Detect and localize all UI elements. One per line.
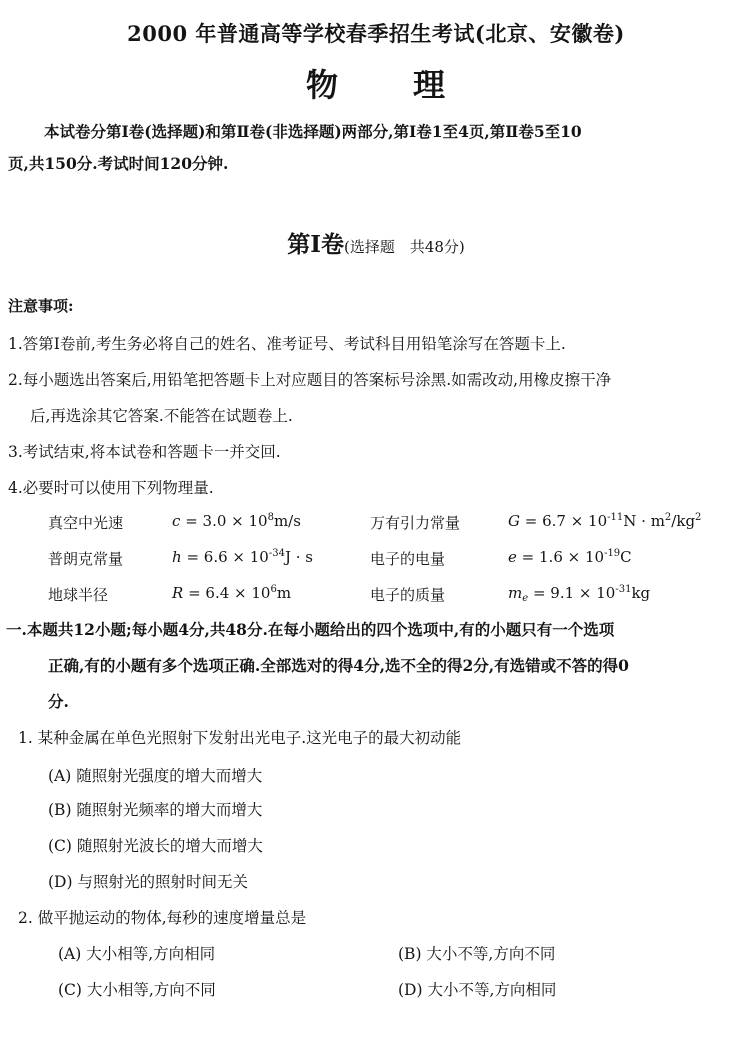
const-value-c xyxy=(172,512,301,530)
const-unit: kg xyxy=(631,584,651,602)
question-1-option-a: (A) 随照射光强度的增大而增大 xyxy=(48,767,263,785)
const-exponent: 6 xyxy=(270,584,277,595)
note-item-2-cont: 后,再选涂其它答案.不能答在试题卷上. xyxy=(30,407,293,425)
question-1-stem: 1. 某种金属在单色光照射下发射出光电子.这光电子的最大初动能 xyxy=(18,729,462,747)
notes-heading: 注意事项: xyxy=(8,297,74,315)
question-1-option-b: (B) 随照射光频率的增大而增大 xyxy=(48,801,263,819)
const-symbol: c xyxy=(172,512,181,530)
const-name-G: 万有引力常量 xyxy=(370,514,461,532)
const-exponent: -31 xyxy=(615,584,632,595)
question-1-option-c: (C) 随照射光波长的增大而增大 xyxy=(48,837,263,855)
part1-line-1: 一.本题共12小题;每小题4分,共48分.在每小题给出的四个选项中,有的小题只有一个选项 xyxy=(6,620,615,639)
const-value-e xyxy=(508,548,632,566)
const-number: = 9.1 × 10 xyxy=(532,584,616,602)
const-unit: C xyxy=(620,548,632,566)
const-value-me xyxy=(508,584,650,604)
const-number: = 1.6 × 10 xyxy=(521,548,605,566)
const-name-h: 普朗克常量 xyxy=(48,550,124,568)
subject-title xyxy=(0,60,752,106)
const-exponent: -11 xyxy=(607,512,624,523)
intro-line-2: 页,共150分.考试时间120分钟. xyxy=(8,154,229,173)
const-symbol-subscript: e xyxy=(522,593,529,604)
question-2-option-c: (C) 大小相等,方向不同 xyxy=(58,981,216,999)
const-exponent: -34 xyxy=(268,548,285,559)
part1-line-3: 分. xyxy=(48,692,69,711)
section-heading xyxy=(0,226,752,259)
exam-title: 2000 年普通高等学校春季招生考试(北京、安徽卷) xyxy=(127,21,625,46)
question-2-stem: 2. 做平抛运动的物体,每秒的速度增量总是 xyxy=(18,909,307,927)
const-unit: m/s xyxy=(273,512,301,530)
const-value-h xyxy=(172,548,313,566)
const-unit: m xyxy=(276,584,292,602)
const-unit-tail: /kg xyxy=(671,512,696,530)
question-2-option-a: (A) 大小相等,方向相同 xyxy=(58,945,216,963)
subject-char-1: 物 xyxy=(305,66,339,104)
const-symbol: h xyxy=(172,548,182,566)
const-number: = 3.0 × 10 xyxy=(185,512,268,530)
const-exponent: 8 xyxy=(267,512,274,523)
part1-line-2: 正确,有的小题有多个选项正确.全部选对的得4分,选不全的得2分,有选错或不答的得0 xyxy=(48,656,629,675)
const-unit-tail-exponent: 2 xyxy=(695,512,702,523)
note-item-2: 2.每小题选出答案后,用铅笔把答题卡上对应题目的答案标号涂黑.如需改动,用橡皮擦干净 xyxy=(8,371,612,389)
const-value-G xyxy=(508,512,701,530)
const-name-c: 真空中光速 xyxy=(48,514,124,532)
const-number: = 6.6 × 10 xyxy=(186,548,269,566)
question-2-option-d: (D) 大小不等,方向相同 xyxy=(398,981,557,999)
const-value-R xyxy=(172,584,291,602)
const-unit-exponent: 2 xyxy=(664,512,672,523)
section-subtitle: (选择题 共48分) xyxy=(343,238,465,256)
section-title: 第Ⅰ卷 xyxy=(287,231,344,258)
intro-line-1: 本试卷分第Ⅰ卷(选择题)和第Ⅱ卷(非选择题)两部分,第Ⅰ卷1至4页,第Ⅱ卷5至10 xyxy=(44,122,582,141)
const-name-R: 地球半径 xyxy=(48,586,109,604)
const-name-me: 电子的质量 xyxy=(370,586,446,604)
subject-char-2: 理 xyxy=(413,66,447,104)
const-unit: J · s xyxy=(284,548,313,566)
const-symbol: R xyxy=(172,584,184,602)
const-exponent: -19 xyxy=(604,548,621,559)
const-symbol: G xyxy=(508,512,520,530)
question-2-option-b: (B) 大小不等,方向不同 xyxy=(398,945,556,963)
const-number: = 6.4 × 10 xyxy=(188,584,271,602)
const-symbol: e xyxy=(508,548,517,566)
const-symbol: m xyxy=(508,584,523,602)
note-item-1: 1.答第Ⅰ卷前,考生务必将自己的姓名、准考证号、考试科目用铅笔涂写在答题卡上. xyxy=(8,335,566,353)
const-name-e: 电子的电量 xyxy=(370,550,446,568)
question-1-option-d: (D) 与照射光的照射时间无关 xyxy=(48,873,248,891)
const-number: = 6.7 × 10 xyxy=(524,512,608,530)
note-item-4: 4.必要时可以使用下列物理量. xyxy=(8,479,214,497)
note-item-3: 3.考试结束,将本试卷和答题卡一并交回. xyxy=(8,443,281,461)
const-unit: N · m xyxy=(623,512,665,530)
